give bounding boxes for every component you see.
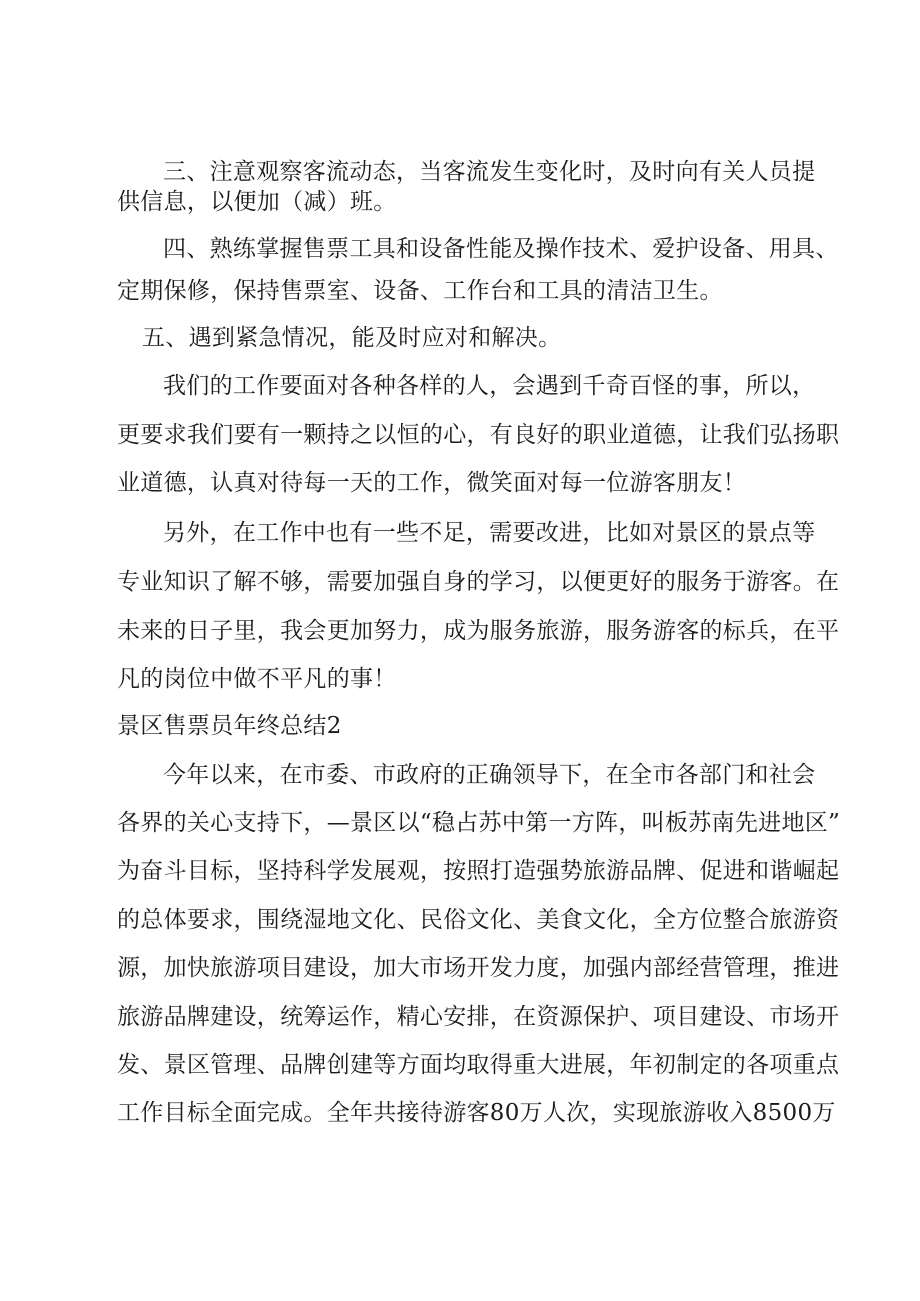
text-line: 源，加快旅游项目建设，加大市场开发力度，加强内部经营管理，推进 [117,955,840,981]
text-line: 专业知识了解不够，需要加强自身的学习，以便更好的服务于游客。在 [117,569,840,595]
text-line: 未来的日子里，我会更加努力，成为服务旅游，服务游客的标兵，在平 [117,618,840,644]
text-line: 发、景区管理、品牌创建等方面均取得重大进展，年初制定的各项重点 [117,1052,840,1078]
text-line: 业道德，认真对待每一天的工作，微笑面对每一位游客朋友！ [117,470,747,496]
text-line: 旅游品牌建设，统筹运作，精心安排，在资源保护、项目建设、市场开 [117,1004,840,1030]
text-line: 另外，在工作中也有一些不足，需要改进，比如对景区的景点等 [163,520,816,546]
text-line: 各界的关心支持下，—景区以“稳占苏中第一方阵，叫板苏南先进地区” [117,810,841,836]
text-line: 我们的工作要面对各种各样的人，会遇到千奇百怪的事，所以， [163,373,816,399]
section-heading: 景区售票员年终总结2 [117,713,342,739]
text-line: 今年以来，在市委、市政府的正确领导下，在全市各部门和社会 [163,762,816,788]
text-line: 为奋斗目标，坚持科学发展观，按照打造强势旅游品牌、促进和谐崛起 [117,858,840,884]
text-line: 供信息，以便加（减）班。 [117,189,397,215]
text-line: 凡的岗位中做不平凡的事！ [117,666,397,692]
text-line: 更要求我们要有一颗持之以恒的心，有良好的职业道德，让我们弘扬职 [117,422,840,448]
text-line: 工作目标全面完成。全年共接待游客80万人次，实现旅游收入8500万 [117,1100,836,1126]
text-line: 五、遇到紧急情况，能及时应对和解决。 [142,325,562,351]
text-line: 定期保修，保持售票室、设备、工作台和工具的清洁卫生。 [117,278,723,304]
text-line: 四、熟练掌握售票工具和设备性能及操作技术、爱护设备、用具、 [163,236,839,262]
text-line: 三、注意观察客流动态，当客流发生变化时，及时向有关人员提 [163,159,816,185]
text-line: 的总体要求，围绕湿地文化、民俗文化、美食文化，全方位整合旅游资 [117,907,840,933]
